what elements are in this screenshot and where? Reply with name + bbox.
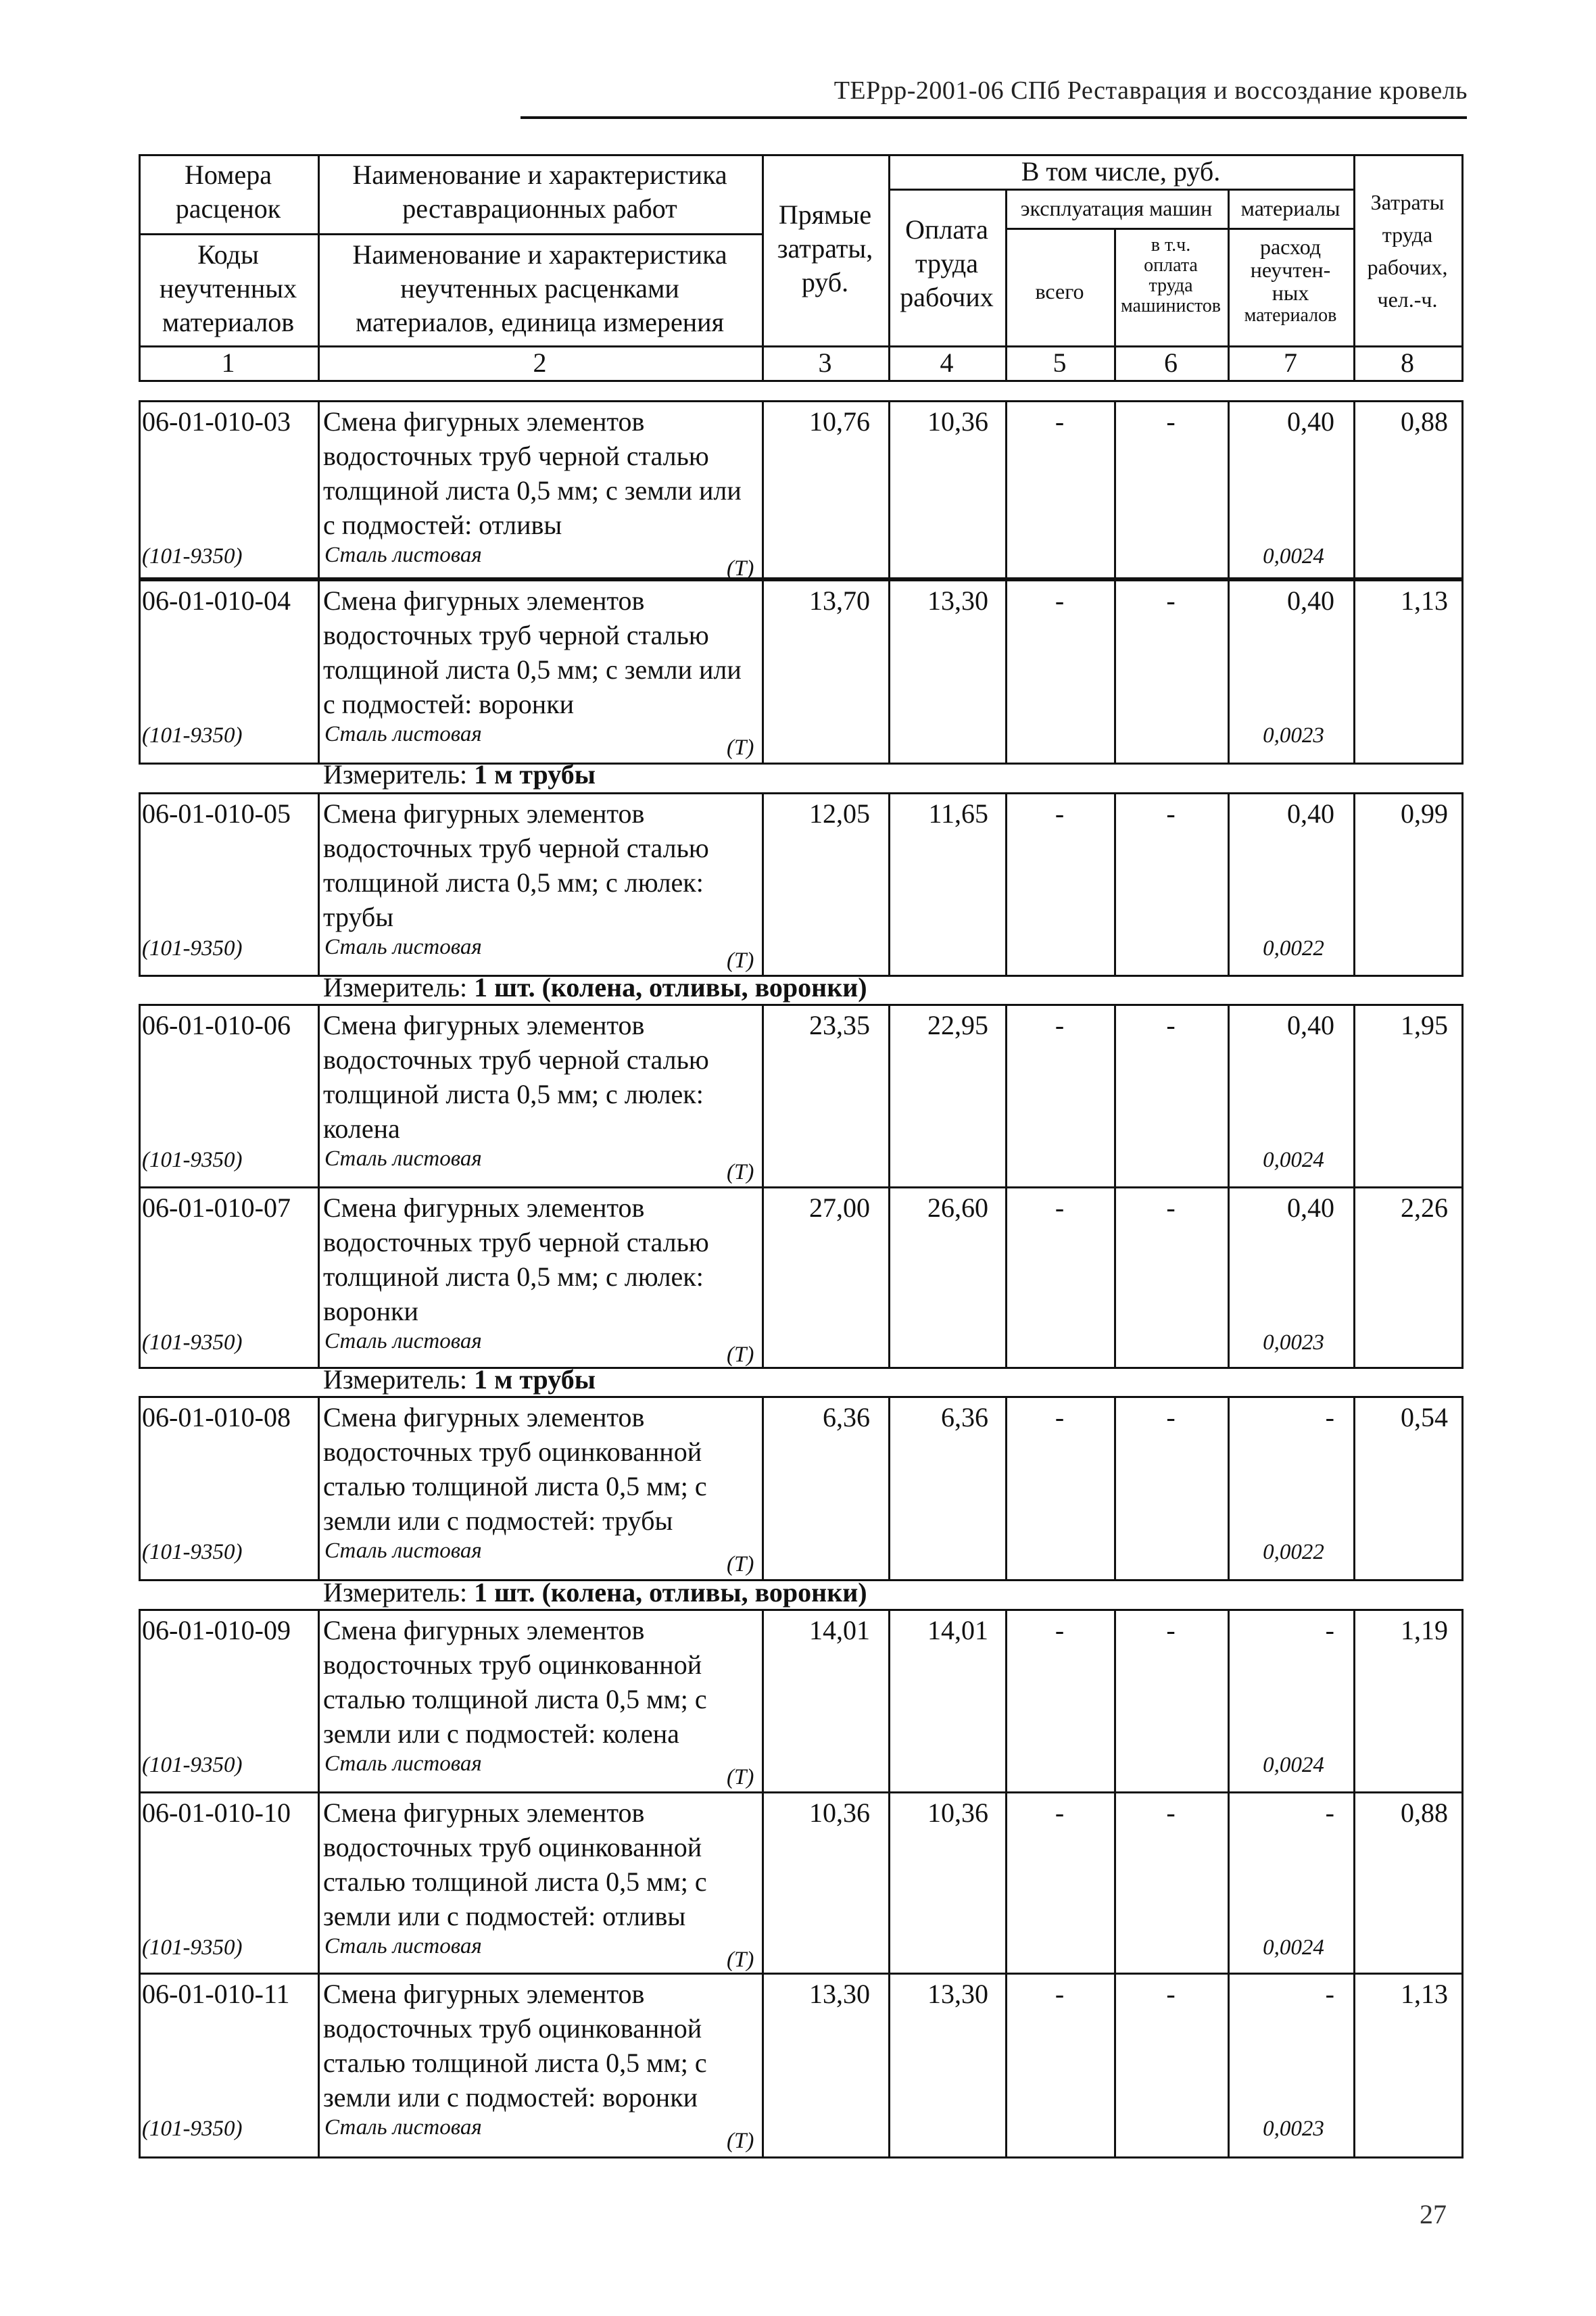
worker-wages: 26,60 (927, 1192, 988, 1223)
materials-cost: - (1325, 1979, 1334, 2009)
machinist-wages: - (1166, 1192, 1176, 1223)
running-header: ТЕРрр-2001-06 СПб Реставрация и воссоздание кровель (833, 76, 1468, 105)
material-unit: (Т) (727, 735, 754, 760)
material-quantity: 0,0023 (1263, 1330, 1324, 1355)
measure-label: Измеритель: (323, 1364, 468, 1395)
work-description-line: водосточных труб оцинкованной (323, 1437, 702, 1467)
machinist-wages: - (1166, 406, 1176, 437)
work-description-line: водосточных труб оцинкованной (323, 2013, 702, 2044)
material-name: Сталь листовая (324, 2115, 482, 2140)
work-description-line: с подмостей: воронки (323, 689, 575, 719)
col1-bottom-header: Коды неучтенных материалов (159, 239, 297, 337)
machines-total: - (1055, 798, 1065, 829)
direct-cost: 10,76 (809, 406, 870, 437)
worker-wages: 6,36 (941, 1402, 988, 1432)
work-description-line: водосточных труб черной сталью (323, 1044, 709, 1075)
work-description-line: толщиной листа 0,5 мм; с земли или (323, 654, 742, 685)
material-unit: (Т) (727, 1552, 754, 1576)
labor-hours: 1,13 (1401, 585, 1448, 616)
machinist-wages: - (1166, 1979, 1176, 2009)
work-description-line: земли или с подмостей: отливы (323, 1901, 686, 1931)
col5-header: всего (1035, 279, 1084, 304)
row-top-border (139, 1396, 1464, 1398)
measure-label: Измеритель: (323, 759, 468, 790)
row-vline (318, 1609, 320, 1793)
materials-cost: 0,40 (1287, 406, 1334, 437)
row-vline (1461, 579, 1464, 765)
material-quantity: 0,0024 (1263, 1148, 1324, 1172)
measure-caption (323, 971, 867, 1003)
worker-wages: 13,30 (927, 585, 988, 616)
labor-hours: 0,54 (1401, 1402, 1448, 1432)
header-split-left (139, 233, 764, 235)
row-top-border (139, 1609, 1464, 1611)
material-code: (101-9350) (142, 1935, 243, 1960)
row-top-border (139, 1186, 1464, 1188)
machines-total: - (1055, 406, 1065, 437)
measure-caption (323, 758, 596, 790)
material-name: Сталь листовая (324, 1539, 482, 1563)
machinist-wages: - (1166, 798, 1176, 829)
machines-total: - (1055, 1979, 1065, 2009)
row-top-border (139, 1791, 1464, 1793)
rate-code: 06-01-010-09 (142, 1615, 291, 1645)
work-description-line: Смена фигурных элементов (323, 1010, 645, 1040)
header-sub-rule (1005, 228, 1353, 230)
measure-label: Измеритель: (323, 1577, 468, 1608)
work-description-line: колена (323, 1113, 400, 1144)
work-description-line: водосточных труб черной сталью (323, 441, 709, 471)
machinist-wages: - (1166, 1798, 1176, 1828)
materials-header: материалы (1240, 196, 1340, 220)
work-description-line: сталью толщиной листа 0,5 мм; с (323, 2048, 707, 2078)
work-description-line: воронки (323, 1296, 418, 1326)
work-description-line: Смена фигурных элементов (323, 1798, 645, 1828)
rate-code: 06-01-010-05 (142, 798, 291, 829)
machinist-wages: - (1166, 1010, 1176, 1040)
row-vline (1461, 400, 1464, 579)
group-title-header: В том числе, руб. (1021, 156, 1221, 187)
materials-cost: - (1325, 1402, 1334, 1432)
worker-wages: 14,01 (927, 1615, 988, 1645)
work-description-line: толщиной листа 0,5 мм; с люлек: (323, 867, 704, 898)
row-vline (139, 1791, 141, 1975)
material-unit: (Т) (727, 1160, 754, 1184)
row-vline (1461, 1609, 1464, 1793)
material-name: Сталь листовая (324, 543, 482, 567)
row-vline (139, 1396, 141, 1581)
work-description-line: земли или с подмостей: колена (323, 1718, 679, 1749)
column-number: 1 (221, 347, 235, 378)
rate-code: 06-01-010-04 (142, 585, 291, 616)
row-vline (318, 1973, 320, 2158)
work-description-line: Смена фигурных элементов (323, 798, 645, 829)
machinist-wages: - (1166, 585, 1176, 616)
work-description-line: водосточных труб оцинкованной (323, 1649, 702, 1680)
material-code: (101-9350) (142, 723, 243, 748)
rate-code: 06-01-010-08 (142, 1402, 291, 1432)
row-vline (318, 400, 320, 579)
labor-hours: 2,26 (1401, 1192, 1448, 1223)
material-quantity: 0,0024 (1263, 1753, 1324, 1777)
header-group-rule (888, 189, 1353, 191)
material-code: (101-9350) (142, 1753, 243, 1777)
row-vline (139, 1973, 141, 2158)
direct-cost: 6,36 (823, 1402, 870, 1432)
column-number: 8 (1401, 347, 1414, 378)
col2-bottom-header: Наименование и характеристика неучтенных расценками материалов, единица измерения (352, 239, 727, 337)
row-vline (318, 1396, 320, 1581)
measure-caption (323, 1364, 596, 1395)
row-bottom-border (139, 2156, 1464, 2158)
work-description-line: земли или с подмостей: трубы (323, 1505, 673, 1536)
row-vline (139, 792, 141, 977)
material-code: (101-9350) (142, 544, 243, 569)
row-top-border (139, 792, 1464, 794)
row-vline (318, 1004, 320, 1188)
work-description-line: сталью толщиной листа 0,5 мм; с (323, 1866, 707, 1897)
materials-cost: 0,40 (1287, 1010, 1334, 1040)
rate-code: 06-01-010-07 (142, 1192, 291, 1223)
row-vline (1461, 1396, 1464, 1581)
material-unit: (Т) (727, 1948, 754, 1972)
direct-cost: 10,36 (809, 1798, 870, 1828)
labor-hours: 0,88 (1401, 1798, 1448, 1828)
row-vline (1461, 1186, 1464, 1369)
labor-hours: 0,99 (1401, 798, 1448, 829)
worker-wages: 11,65 (928, 798, 988, 829)
worker-wages: 10,36 (927, 1798, 988, 1828)
material-unit: (Т) (727, 1765, 754, 1789)
material-name: Сталь листовая (324, 1934, 482, 1958)
row-vline (139, 1004, 141, 1188)
machinist-wages: - (1166, 1615, 1176, 1645)
col2-top-header: Наименование и характеристика реставрационных работ (352, 160, 727, 224)
row-top-border (139, 1973, 1464, 1975)
row-vline (1461, 1004, 1464, 1188)
materials-cost: 0,40 (1287, 1192, 1334, 1223)
machines-total: - (1055, 1192, 1065, 1223)
materials-cost: - (1325, 1798, 1334, 1828)
row-vline (139, 579, 141, 765)
material-code: (101-9350) (142, 2117, 243, 2141)
material-quantity: 0,0022 (1263, 936, 1324, 961)
work-description-line: Смена фигурных элементов (323, 406, 645, 437)
direct-cost: 27,00 (809, 1192, 870, 1223)
machinist-wages: - (1166, 1402, 1176, 1432)
row-vline (318, 792, 320, 977)
machines-total: - (1055, 1010, 1065, 1040)
measure-label: Измеритель: (323, 972, 468, 1003)
labor-hours: 0,88 (1401, 406, 1448, 437)
col7-header: расход неучтен- ных материалов (1244, 235, 1337, 326)
worker-wages: 13,30 (927, 1979, 988, 2009)
work-description-line: водосточных труб черной сталью (323, 1227, 709, 1257)
direct-cost: 13,70 (809, 585, 870, 616)
work-description-line: Смена фигурных элементов (323, 1192, 645, 1223)
direct-cost: 23,35 (809, 1010, 870, 1040)
direct-cost: 13,30 (809, 1979, 870, 2009)
work-description-line: трубы (323, 902, 394, 932)
header-rule (521, 116, 1467, 119)
row-vline (1461, 1973, 1464, 2158)
material-unit: (Т) (727, 2129, 754, 2153)
material-quantity: 0,0024 (1263, 1935, 1324, 1960)
row-vline (1461, 1791, 1464, 1975)
row-vline (139, 1186, 141, 1369)
column-number: 6 (1164, 347, 1178, 378)
material-name: Сталь листовая (324, 1147, 482, 1171)
rate-code: 06-01-010-03 (142, 406, 291, 437)
column-number: 3 (818, 347, 832, 378)
work-description-line: сталью толщиной листа 0,5 мм; с (323, 1684, 707, 1714)
row-vline (1461, 792, 1464, 977)
row-top-border (139, 1004, 1464, 1006)
measure-value: 1 м трубы (474, 759, 596, 790)
machines-total: - (1055, 1798, 1065, 1828)
page-number: 27 (1420, 2199, 1447, 2229)
measure-value: 1 м трубы (474, 1364, 596, 1395)
material-name: Сталь листовая (324, 935, 482, 959)
material-quantity: 0,0023 (1263, 723, 1324, 748)
labor-hours: 1,95 (1401, 1010, 1448, 1040)
column-number: 4 (940, 347, 954, 378)
colnum-bottom-border (139, 380, 1464, 382)
col3-header: Прямые затраты, руб. (777, 199, 873, 297)
work-description-line: сталью толщиной листа 0,5 мм; с (323, 1471, 707, 1501)
machines-total: - (1055, 1402, 1065, 1432)
material-code: (101-9350) (142, 936, 243, 961)
rate-code: 06-01-010-06 (142, 1010, 291, 1040)
col4-header: Оплата труда рабочих (900, 214, 994, 312)
work-description-line: толщиной листа 0,5 мм; с земли или (323, 475, 742, 506)
row-vline (139, 1609, 141, 1793)
material-quantity: 0,0023 (1263, 2117, 1324, 2141)
material-unit: (Т) (727, 1343, 754, 1367)
row-vline (318, 579, 320, 765)
machines-header: эксплуатация машин (1020, 196, 1213, 220)
measure-caption (323, 1576, 867, 1608)
materials-cost: 0,40 (1287, 585, 1334, 616)
labor-hours: 1,19 (1401, 1615, 1448, 1645)
material-code: (101-9350) (142, 1148, 243, 1172)
material-unit: (Т) (727, 948, 754, 973)
machines-total: - (1055, 585, 1065, 616)
material-quantity: 0,0024 (1263, 544, 1324, 569)
work-description-line: земли или с подмостей: воронки (323, 2082, 698, 2113)
measure-value: 1 шт. (колена, отливы, воронки) (474, 972, 867, 1003)
column-number: 5 (1053, 347, 1067, 378)
row-vline (139, 400, 141, 579)
direct-cost: 12,05 (809, 798, 870, 829)
rate-code: 06-01-010-11 (142, 1979, 290, 2009)
work-description-line: Смена фигурных элементов (323, 1615, 645, 1645)
work-description-line: Смена фигурных элементов (323, 585, 645, 616)
column-number: 7 (1284, 347, 1297, 378)
direct-cost: 14,01 (809, 1615, 870, 1645)
work-description-line: водосточных труб черной сталью (323, 620, 709, 650)
material-unit: (Т) (727, 556, 754, 581)
header-vline (1461, 154, 1464, 382)
materials-cost: 0,40 (1287, 798, 1334, 829)
rate-code: 06-01-010-10 (142, 1798, 291, 1828)
work-description-line: Смена фигурных элементов (323, 1979, 645, 2009)
col8-header: Затраты труда рабочих, чел.-ч. (1367, 190, 1448, 312)
row-top-border (139, 579, 1464, 581)
materials-cost: - (1325, 1615, 1334, 1645)
material-name: Сталь листовая (324, 1329, 482, 1353)
row-vline (318, 1791, 320, 1975)
row-vline (318, 1186, 320, 1369)
material-name: Сталь листовая (324, 722, 482, 746)
col6-header: в т.ч. оплата труда машинистов (1121, 235, 1221, 316)
labor-hours: 1,13 (1401, 1979, 1448, 2009)
worker-wages: 22,95 (927, 1010, 988, 1040)
row-top-border (139, 400, 1464, 402)
col1-top-header: Номера расценок (175, 160, 281, 224)
material-code: (101-9350) (142, 1330, 243, 1355)
column-number: 2 (533, 347, 547, 378)
measure-value: 1 шт. (колена, отливы, воронки) (474, 1577, 867, 1608)
work-description-line: водосточных труб черной сталью (323, 833, 709, 863)
work-description-line: с подмостей: отливы (323, 510, 562, 540)
material-quantity: 0,0022 (1263, 1540, 1324, 1564)
work-description-line: Смена фигурных элементов (323, 1402, 645, 1432)
worker-wages: 10,36 (927, 406, 988, 437)
work-description-line: толщиной листа 0,5 мм; с люлек: (323, 1261, 704, 1292)
work-description-line: водосточных труб оцинкованной (323, 1832, 702, 1862)
machines-total: - (1055, 1615, 1065, 1645)
work-description-line: толщиной листа 0,5 мм; с люлек: (323, 1079, 704, 1109)
material-name: Сталь листовая (324, 1752, 482, 1776)
material-code: (101-9350) (142, 1540, 243, 1564)
